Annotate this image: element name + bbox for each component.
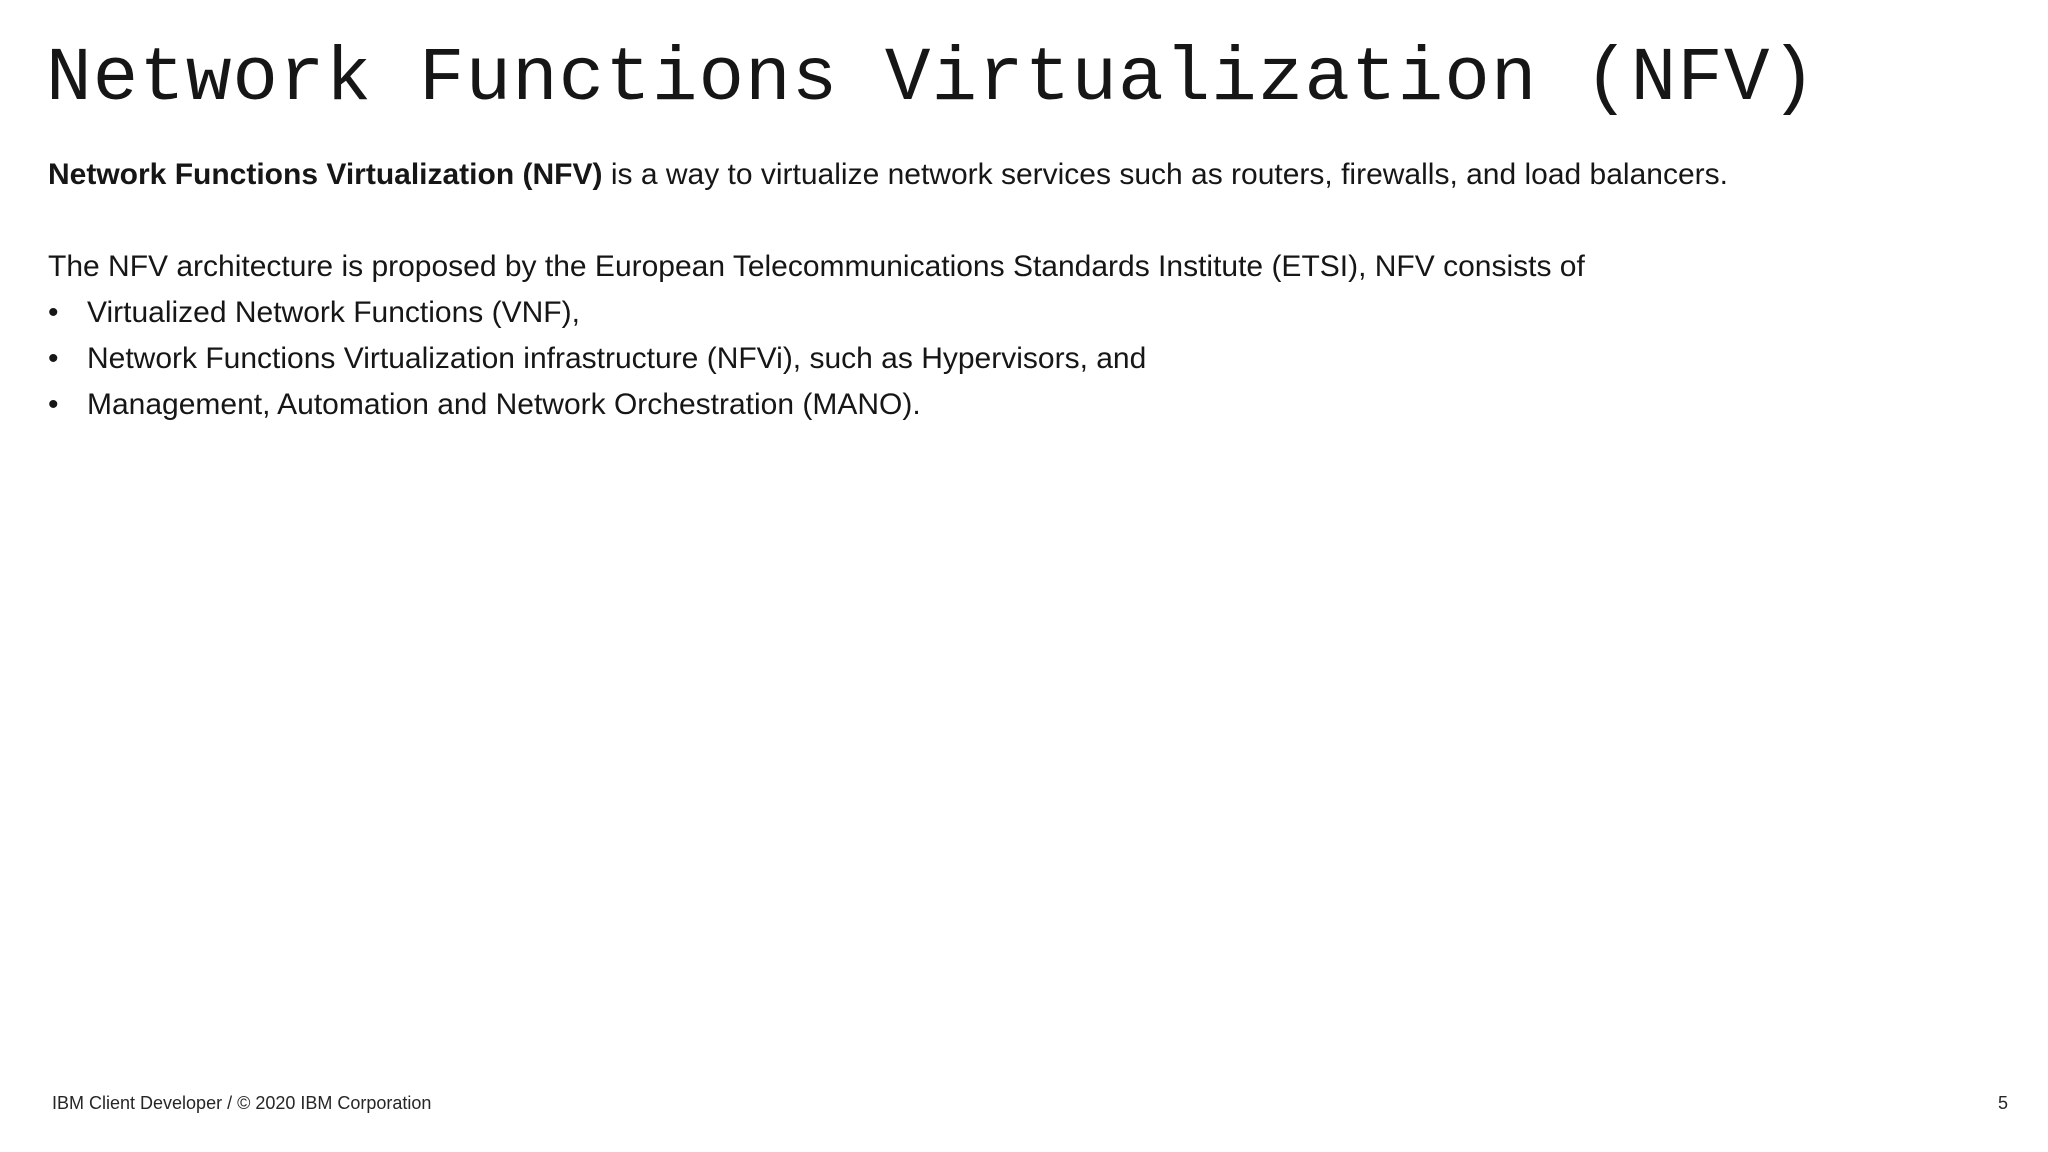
component-list [48, 290, 2008, 428]
list-item [48, 382, 2008, 428]
architecture-paragraph: The NFV architecture is proposed by the European Telecommunications Standards Institute (ETSI), NFV consists of [48, 250, 1585, 283]
intro-rest: is a way to virtualize network services such as routers, firewalls, and load balancers. [602, 158, 1728, 191]
list-item [48, 336, 2008, 382]
slide-body [48, 152, 2008, 428]
list-item-text: Management, Automation and Network Orchestration (MANO). [87, 388, 921, 421]
bullet-icon: • [48, 296, 59, 329]
bullet-icon: • [48, 342, 59, 375]
list-item-text: Network Functions Virtualization infrastructure (NFVi), such as Hypervisors, and [87, 342, 1147, 375]
bullet-icon: • [48, 388, 59, 421]
intro-paragraph [48, 152, 2008, 198]
slide-title: Network Functions Virtualization (NFV) [46, 36, 1818, 122]
list-item-text: Virtualized Network Functions (VNF), [87, 296, 580, 329]
list-item [48, 290, 2008, 336]
page-number: 5 [1997, 1093, 2008, 1113]
intro-term: Network Functions Virtualization (NFV) [48, 158, 603, 191]
footer-copyright: IBM Client Developer / © 2020 IBM Corporation [52, 1093, 432, 1113]
